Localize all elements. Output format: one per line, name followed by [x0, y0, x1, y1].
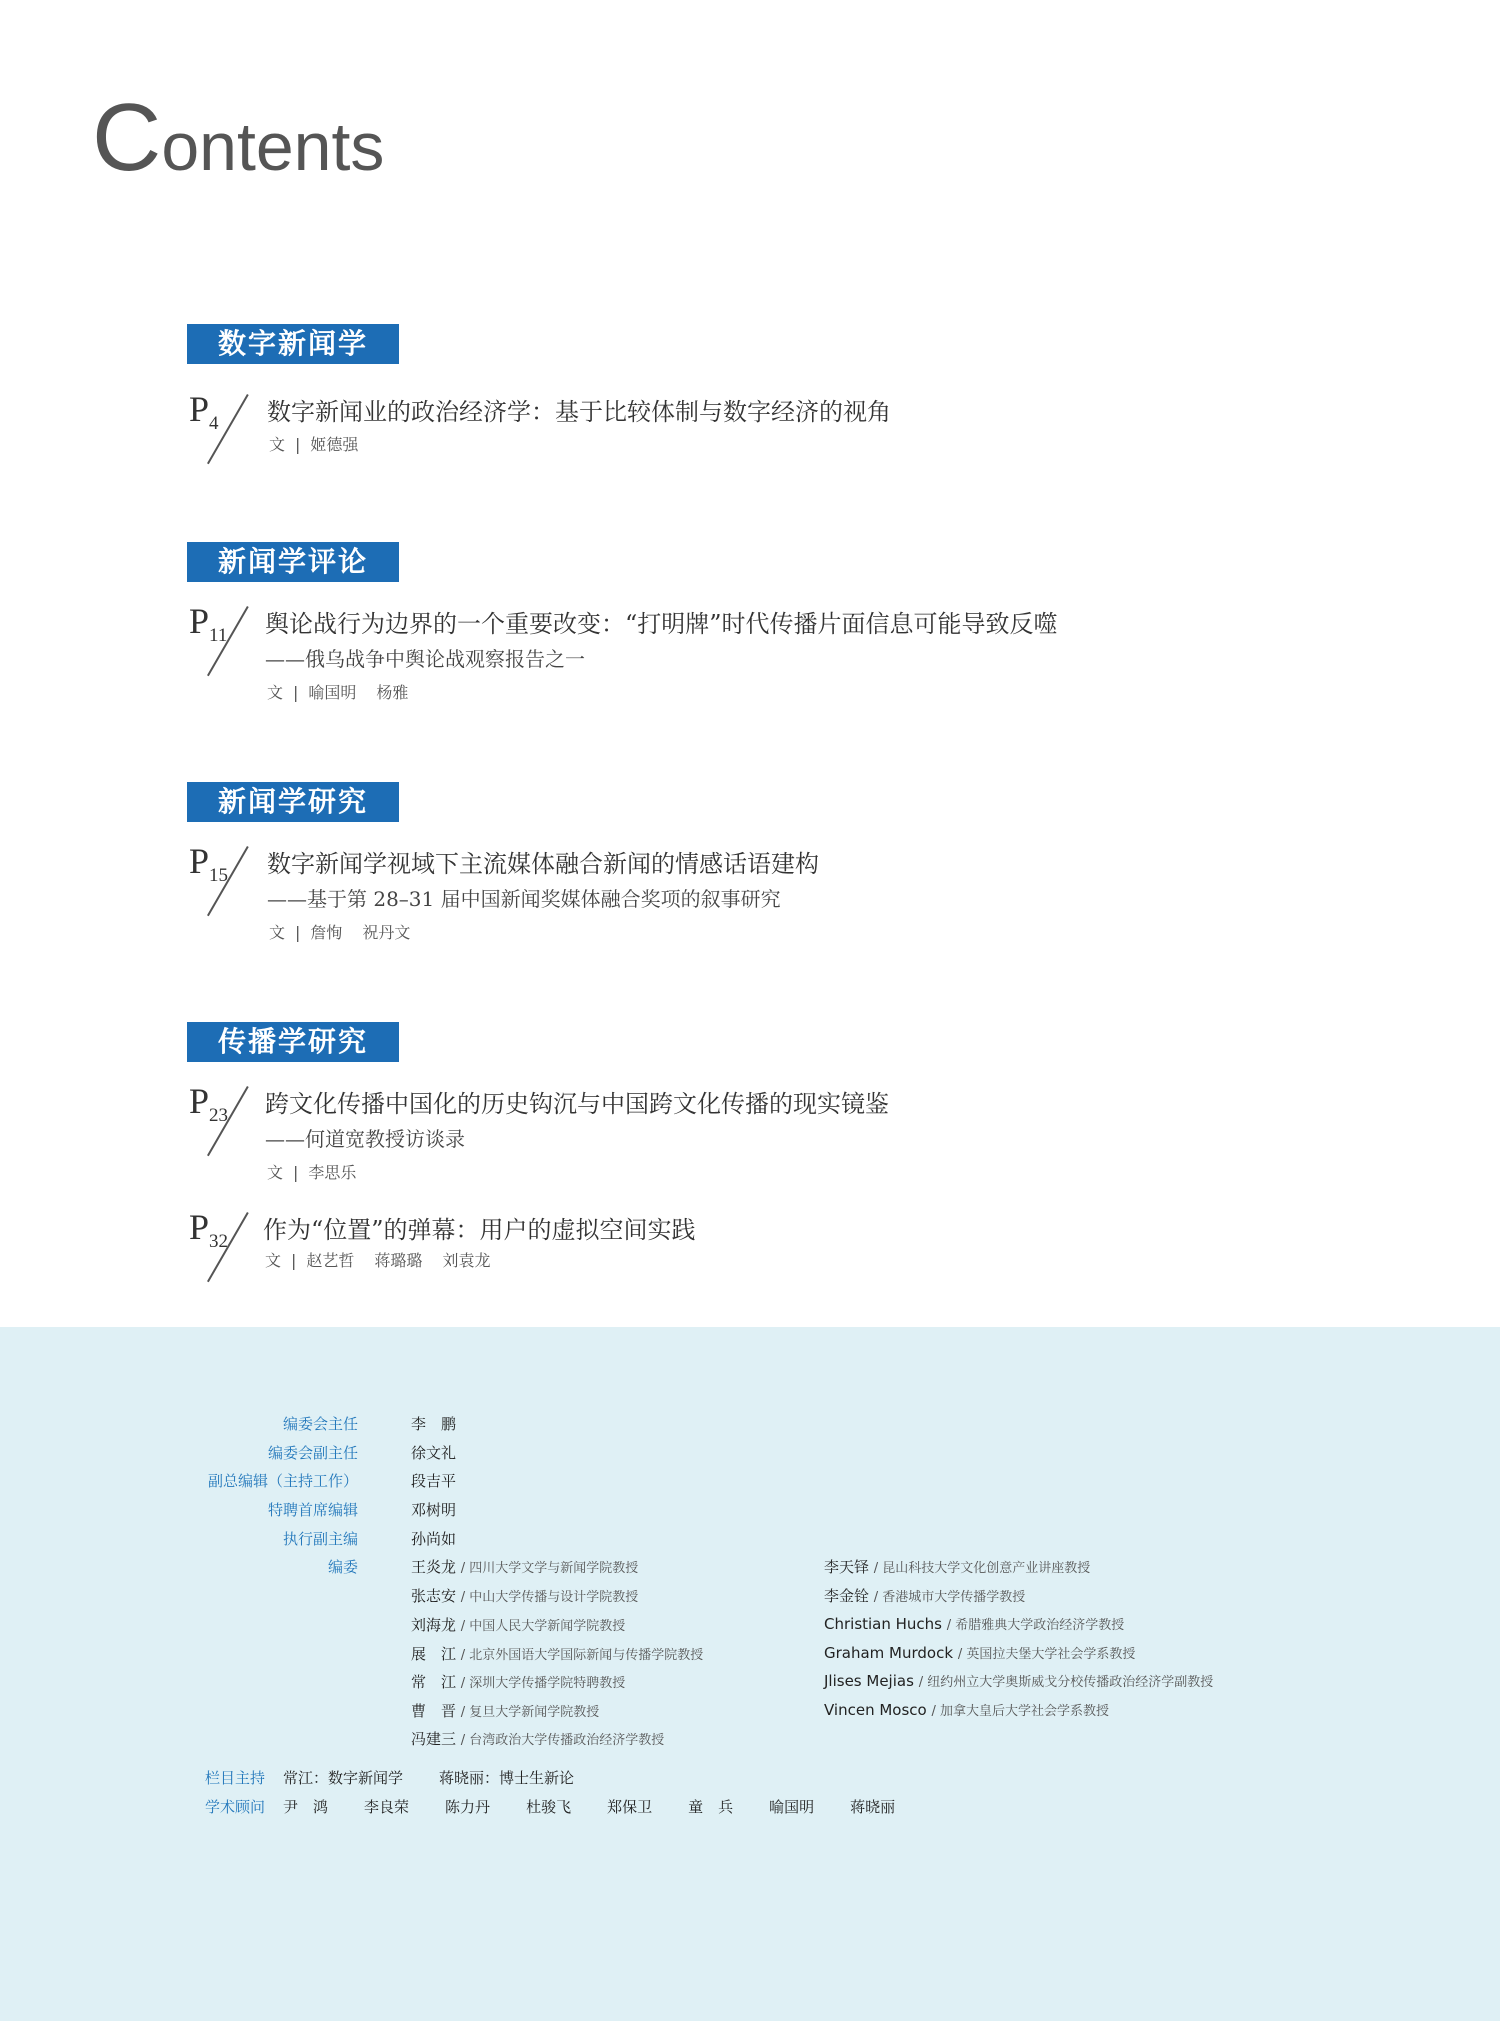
- article-subtitle: ——俄乌战争中舆论战观察报告之一: [265, 647, 585, 671]
- page-number: P23: [189, 1081, 229, 1126]
- toc-entry[interactable]: [187, 1080, 1387, 1182]
- committee-row: 冯建三 / 台湾政治大学传播政治经济学教授: [411, 1730, 665, 1748]
- article-authors: 文 | 李思乐: [267, 1163, 357, 1182]
- page-number: P11: [189, 601, 228, 646]
- toc-entry[interactable]: [187, 388, 1387, 480]
- article-subtitle: ——何道宽教授访谈录: [265, 1127, 465, 1151]
- academic-advisors: 学术顾问 尹 鸿 李良荣 陈力丹 杜骏飞 郑保卫 童 兵 喻国明 蒋晓丽: [205, 1798, 896, 1816]
- article-title: 数字新闻业的政治经济学：基于比较体制与数字经济的视角: [267, 398, 891, 426]
- toc-entry[interactable]: [187, 1206, 1387, 1298]
- board-row: 副总编辑（主持工作） 段吉平: [207, 1472, 457, 1490]
- committee-row: 常 江 / 深圳大学传播学院特聘教授 Jlises Mejias / 纽约州立大学奥斯威戈分校传播政治经济学副教授: [411, 1672, 1214, 1691]
- toc-entry[interactable]: [187, 600, 1387, 702]
- committee-row: 张志安 / 中山大学传播与设计学院教授 李金铨 / 香港城市大学传播学教授: [411, 1587, 1026, 1605]
- board-row: 编委会主任 李 鹏: [282, 1415, 457, 1433]
- toc-entry[interactable]: [187, 840, 1387, 942]
- article-authors: 文 | 喻国明 杨雅: [267, 683, 409, 702]
- committee-row: 刘海龙 / 中国人民大学新闻学院教授 Christian Huchs / 希腊雅典大学政治经济学教授: [411, 1615, 1125, 1634]
- article-title: 数字新闻学视域下主流媒体融合新闻的情感话语建构: [267, 850, 819, 878]
- article-subtitle: ——基于第 28–31 届中国新闻奖媒体融合奖项的叙事研究: [267, 887, 781, 911]
- board-row: 编委会副主任 徐文礼: [267, 1444, 457, 1462]
- committee-row: 展 江 / 北京外国语大学国际新闻与传播学院教授 Graham Murdock / 英国拉夫堡大学社会学系教授: [411, 1644, 1136, 1663]
- article-authors: 文 | 姬德强: [269, 435, 359, 454]
- article-title: 舆论战行为边界的一个重要改变：“打明牌”时代传播片面信息可能导致反噬: [265, 610, 1058, 638]
- section-label-digital-journalism: 数字新闻学: [187, 324, 399, 364]
- page-title: Contents: [92, 84, 385, 191]
- page-number: P15: [189, 841, 229, 886]
- board-row: 特聘首席编辑 邓树明: [267, 1501, 457, 1519]
- article-title: 作为“位置”的弹幕：用户的虚拟空间实践: [263, 1216, 696, 1244]
- page-number: P32: [189, 1207, 229, 1252]
- article-title: 跨文化传播中国化的历史钩沉与中国跨文化传播的现实镜鉴: [265, 1090, 889, 1118]
- article-authors: 文 | 赵艺哲 蒋璐璐 刘袁龙: [265, 1251, 491, 1270]
- section-label-communication-research: 传播学研究: [187, 1022, 399, 1062]
- committee-row: 曹 晋 / 复旦大学新闻学院教授 Vincen Mosco / 加拿大皇后大学社会学系教授: [411, 1701, 1110, 1720]
- editorial-board: [0, 1327, 1500, 2021]
- board-row: 执行副主编 孙尚如: [282, 1530, 457, 1548]
- committee-row: 编委 王炎龙 / 四川大学文学与新闻学院教授 李天铎 / 昆山科技大学文化创意产业讲座教授: [327, 1558, 1091, 1576]
- column-hosts: 栏目主持 常江：数字新闻学 蒋晓丽：博士生新论: [205, 1769, 575, 1787]
- page-number: P4: [189, 389, 219, 434]
- article-authors: 文 | 詹恂 祝丹文: [269, 923, 411, 942]
- section-label-journalism-review: 新闻学评论: [187, 542, 399, 582]
- section-label-journalism-research: 新闻学研究: [187, 782, 399, 822]
